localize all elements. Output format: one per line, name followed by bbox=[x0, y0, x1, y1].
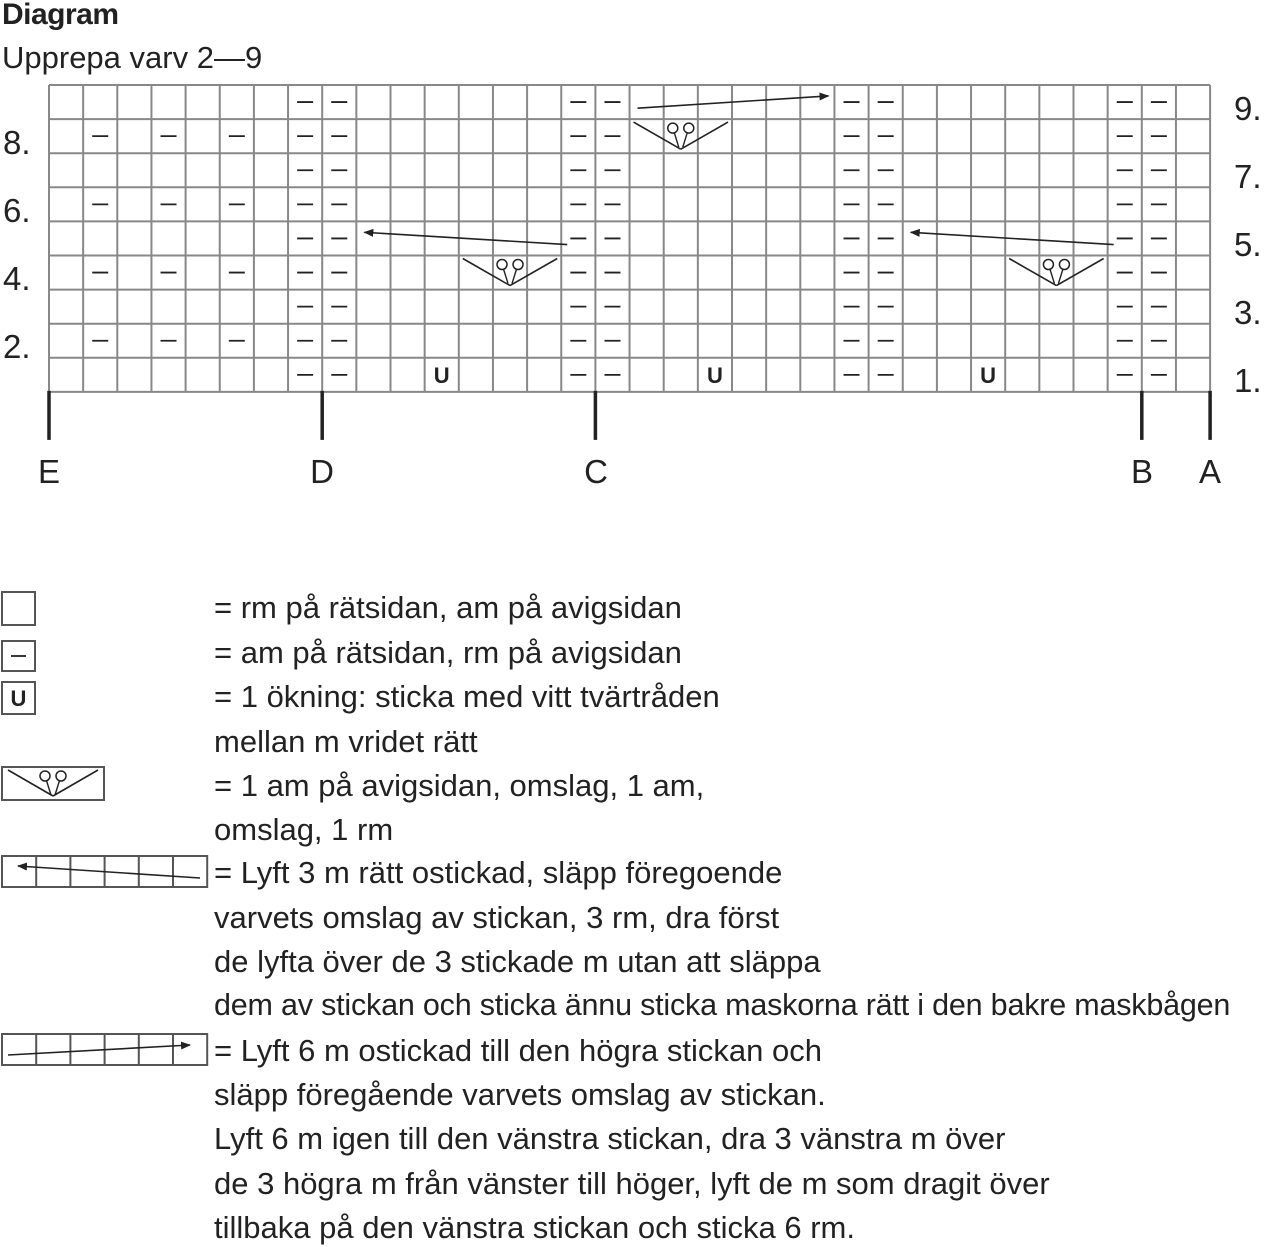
legend-text-arrow-right: släpp föregående varvets omslag av stickan. bbox=[214, 1077, 826, 1112]
svg-text:U: U bbox=[10, 686, 27, 711]
yarn-over-cluster-symbol bbox=[463, 259, 557, 286]
section-label-e: E bbox=[37, 453, 61, 490]
legend-text-yarn-over: omslag, 1 rm bbox=[214, 812, 394, 847]
increase-symbol: U bbox=[433, 362, 450, 388]
arrow-left-symbol bbox=[911, 232, 1114, 244]
legend-empty-square-icon bbox=[2, 592, 35, 625]
repeat-instruction: Upprepa varv 2—9 bbox=[2, 40, 263, 75]
arrow-left-symbol bbox=[364, 232, 567, 244]
yarn-over-loop bbox=[1043, 260, 1053, 270]
row-label-2: 2. bbox=[3, 328, 31, 365]
legend-text-increase: mellan m vridet rätt bbox=[214, 724, 478, 759]
row-label-8: 8. bbox=[3, 124, 31, 161]
row-label-3: 3. bbox=[1234, 294, 1262, 331]
row-label-9: 9. bbox=[1234, 90, 1262, 127]
yarn-over-cluster-symbol bbox=[634, 122, 728, 149]
increase-symbol: U bbox=[706, 362, 723, 388]
yarn-over-loop bbox=[497, 260, 507, 270]
legend-text-arrow-left: = Lyft 3 m rätt ostickad, släpp föregoende bbox=[214, 855, 783, 890]
row-label-7: 7. bbox=[1234, 158, 1262, 195]
row-label-1: 1. bbox=[1234, 362, 1262, 399]
section-label-d: D bbox=[310, 453, 334, 490]
yarn-over-cluster-symbol bbox=[1009, 259, 1103, 286]
row-label-4: 4. bbox=[3, 260, 31, 297]
yarn-over-loop bbox=[668, 123, 678, 133]
legend-increase-icon bbox=[2, 682, 35, 714]
yarn-over-loop bbox=[684, 123, 694, 133]
legend-text-increase: = 1 ökning: sticka med vitt tvärtråden bbox=[214, 679, 720, 714]
diagram-title: Diagram bbox=[2, 0, 119, 31]
row-label-5: 5. bbox=[1234, 226, 1262, 263]
legend-purl-icon bbox=[2, 641, 35, 671]
legend-text-arrow-left: dem av stickan och sticka ännu sticka maskorna rätt i den bakre maskbågen bbox=[214, 988, 1231, 1022]
section-label-b: B bbox=[1130, 453, 1154, 490]
section-label-a: A bbox=[1198, 453, 1222, 490]
legend-yarn-over-icon bbox=[2, 767, 104, 800]
legend-text-arrow-right: = Lyft 6 m ostickad till den högra stickan och bbox=[214, 1033, 822, 1068]
legend-text-arrow-left: de lyfta över de 3 stickade m utan att släppa bbox=[214, 944, 821, 979]
legend-text-purl: = am på rätsidan, rm på avigsidan bbox=[214, 635, 682, 670]
increase-symbol: U bbox=[980, 362, 997, 388]
legend-text-arrow-right: Lyft 6 m igen till den vänstra stickan, dra 3 vänstra m över bbox=[214, 1121, 1006, 1156]
legend-text-arrow-right: de 3 högra m från vänster till höger, lyft de m som dragit över bbox=[214, 1166, 1050, 1201]
legend-text-arrow-left: varvets omslag av stickan, 3 rm, dra först bbox=[214, 900, 780, 935]
legend-symbols bbox=[0, 0, 220, 1247]
legend-text-knit: = rm på rätsidan, am på avigsidan bbox=[214, 590, 682, 625]
legend-text-arrow-right: tillbaka på den vänstra stickan och sticka 6 rm. bbox=[214, 1210, 855, 1245]
yarn-over-loop bbox=[513, 260, 523, 270]
row-label-6: 6. bbox=[3, 192, 31, 229]
legend-text-yarn-over: = 1 am på avigsidan, omslag, 1 am, bbox=[214, 768, 705, 803]
legend-arrow-left-icon bbox=[2, 856, 207, 887]
section-label-c: C bbox=[584, 453, 608, 490]
legend-arrow-right-icon bbox=[2, 1034, 207, 1065]
yarn-over-loop bbox=[1059, 260, 1069, 270]
